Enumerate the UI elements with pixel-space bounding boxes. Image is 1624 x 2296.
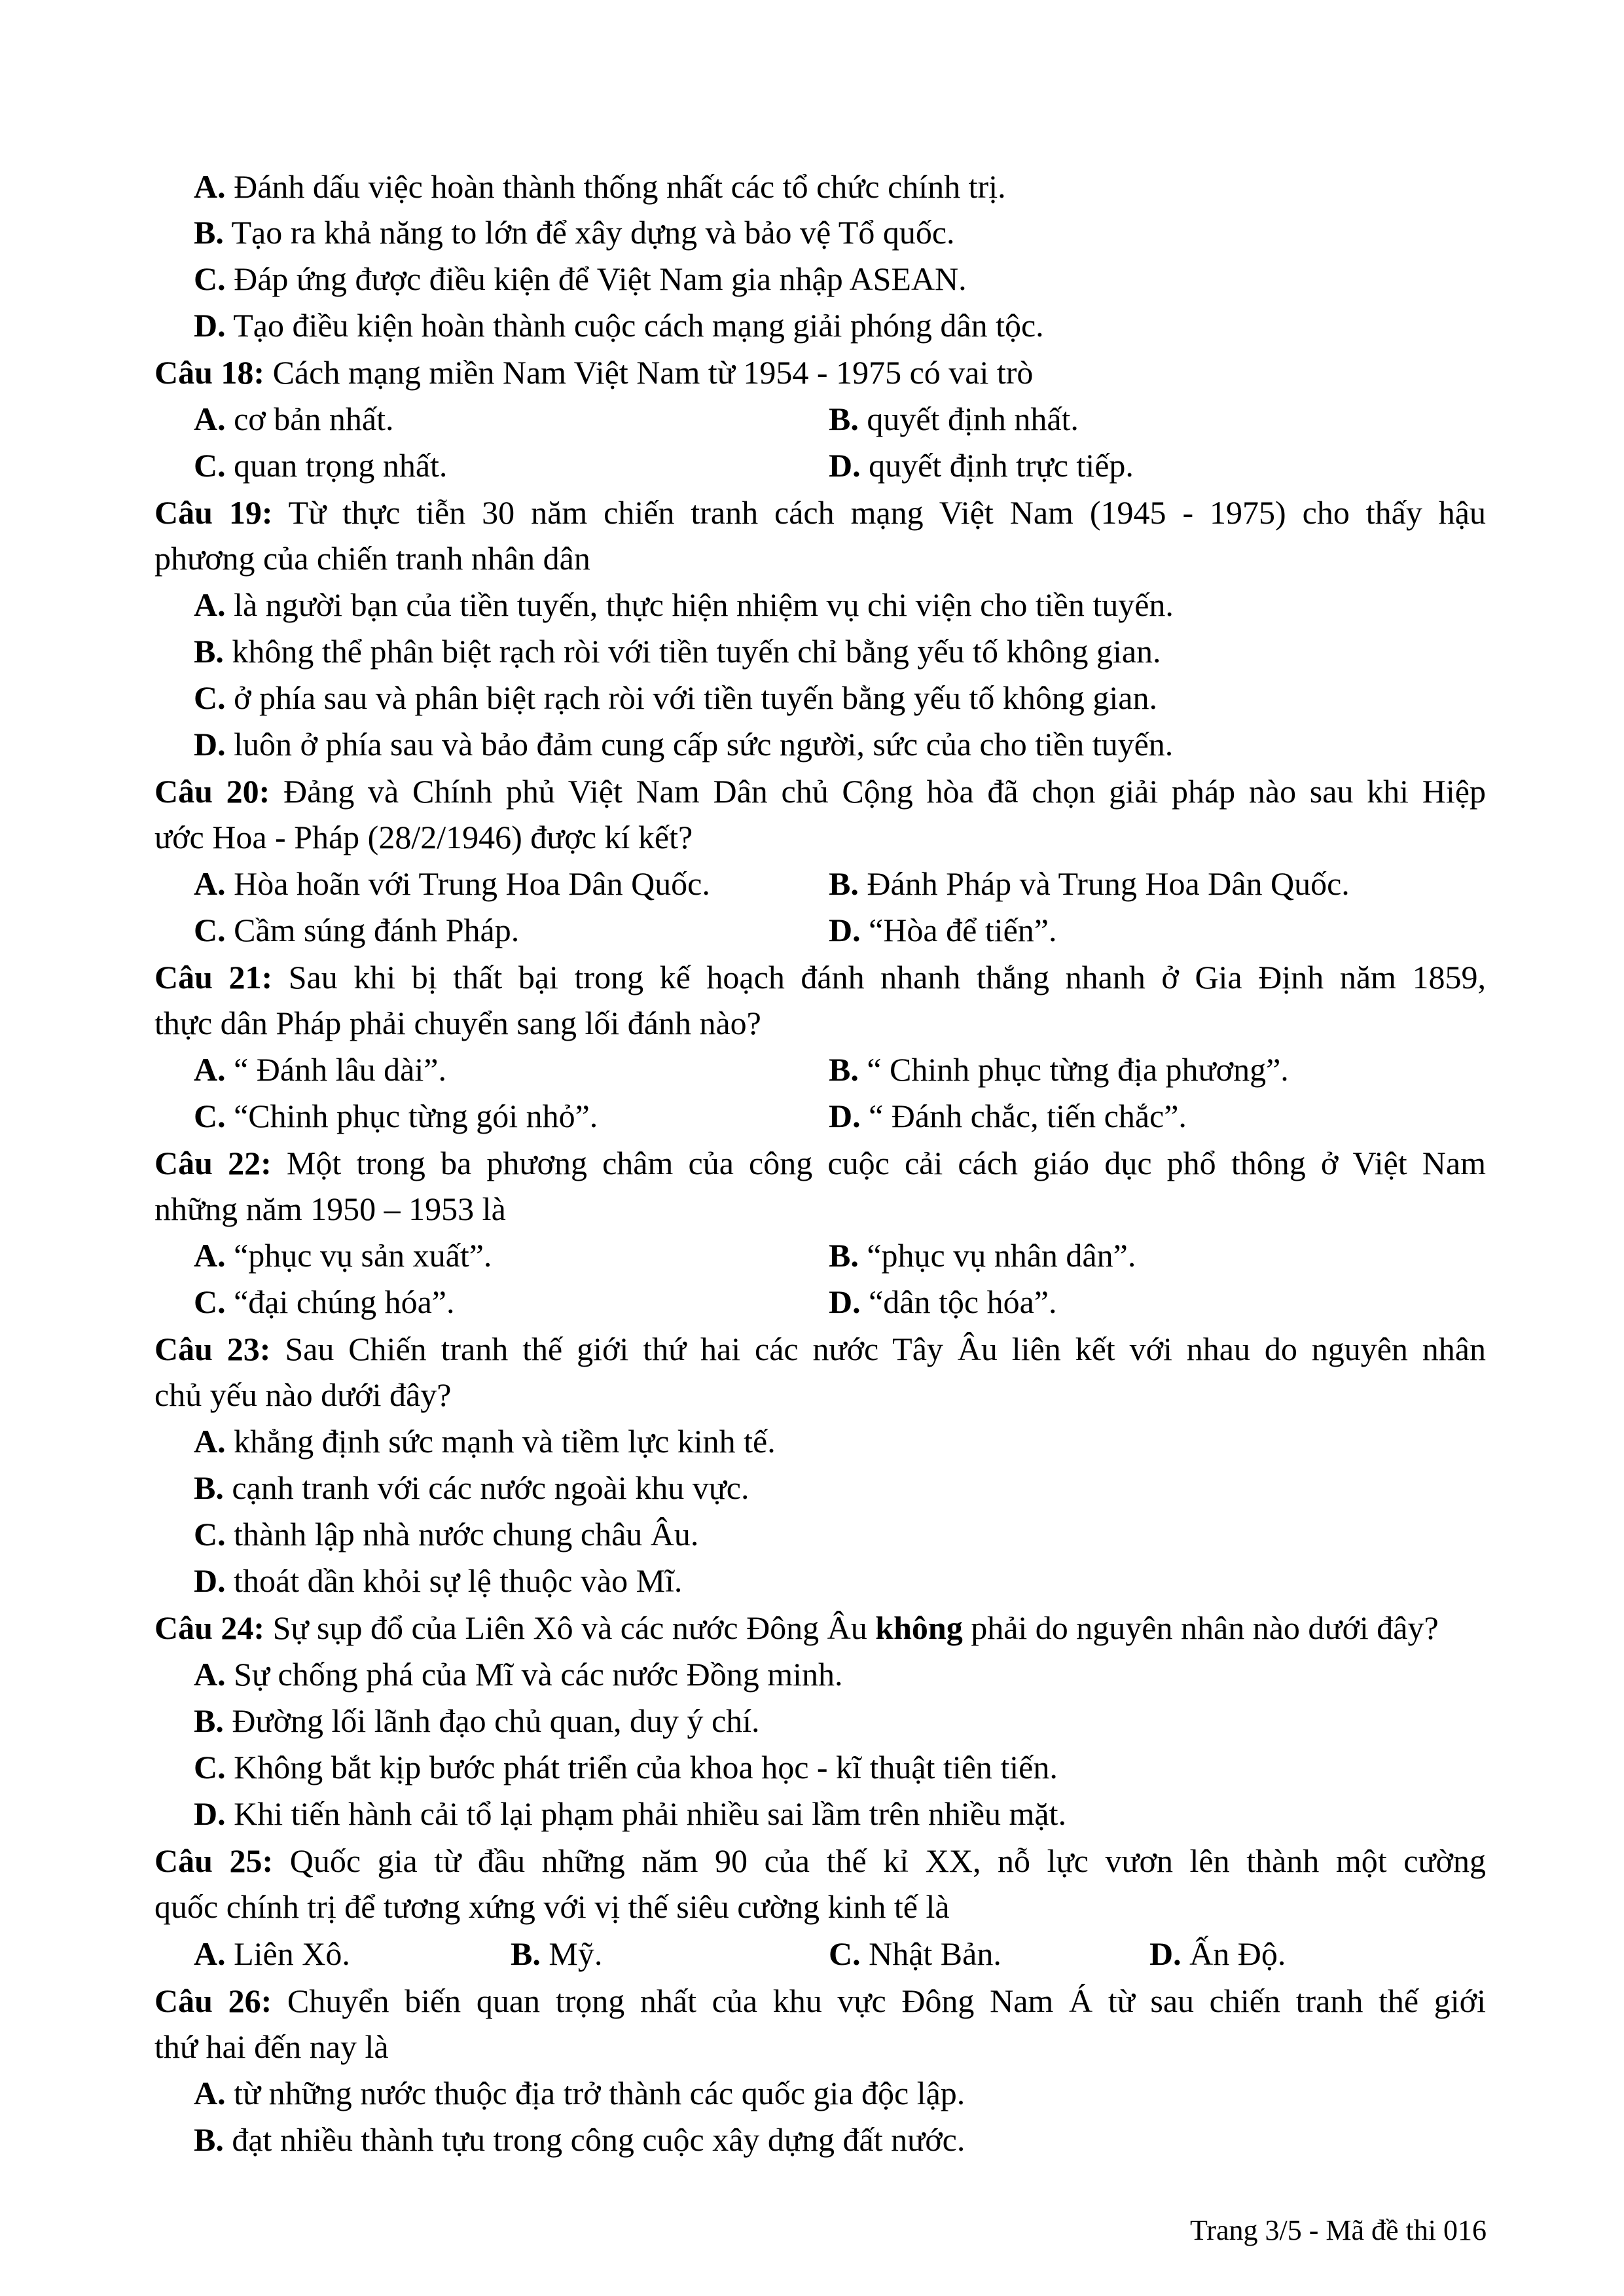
- option-key: D.: [829, 912, 861, 948]
- q18-stem: [154, 350, 1486, 395]
- option-key: B.: [194, 1469, 224, 1506]
- question-text: quốc chính trị để tương xứng với vị thế siêu cường kinh tế là: [154, 1888, 950, 1925]
- q20-option-a: [194, 861, 710, 906]
- q19-option-b: [194, 628, 1161, 674]
- q24-option-b: [194, 1698, 760, 1744]
- question-text: Sự sụp đổ của Liên Xô và các nước Đông Âu: [264, 1609, 876, 1646]
- option-key: B.: [829, 1237, 859, 1274]
- question-text: thứ hai đến nay là: [154, 2028, 389, 2065]
- option-key: B.: [829, 1051, 859, 1088]
- question-label: Câu 20:: [154, 773, 270, 810]
- option-key: A.: [194, 1051, 226, 1088]
- page-footer: Trang 3/5 - Mã đề thi 016: [1189, 2214, 1487, 2246]
- option-text: thành lập nhà nước chung châu Âu.: [225, 1516, 699, 1552]
- q21-option-d: [829, 1093, 1187, 1139]
- q26-option-b: [194, 2117, 965, 2162]
- option-key: B.: [511, 1935, 541, 1972]
- q26-stem-line2: [154, 2024, 1486, 2070]
- option-key: B.: [829, 865, 859, 902]
- option-text: ở phía sau và phân biệt rạch ròi với tiền tuyến bằng yếu tố không gian.: [225, 679, 1157, 716]
- q25-option-b: [511, 1931, 602, 1977]
- option-text: thoát dần khỏi sự lệ thuộc vào Mĩ.: [225, 1562, 683, 1599]
- option-key: D.: [829, 447, 861, 484]
- question-text: những năm 1950 – 1953 là: [154, 1191, 506, 1227]
- q24-option-c: [194, 1744, 1058, 1790]
- option-text: “ Chinh phục từng địa phương”.: [858, 1051, 1289, 1088]
- option-key: C.: [194, 1749, 226, 1785]
- q20-option-b: [829, 861, 1350, 906]
- option-text: “phục vụ nhân dân”.: [858, 1237, 1136, 1274]
- option-text: “Hòa để tiến”.: [860, 912, 1057, 948]
- option-key: D.: [829, 1283, 861, 1320]
- option-text: Không bắt kịp bước phát triển của khoa học - kĩ thuật tiên tiến.: [225, 1749, 1058, 1785]
- option-text: Tạo điều kiện hoàn thành cuộc cách mạng giải phóng dân tộc.: [225, 307, 1044, 344]
- option-key: A.: [194, 1423, 226, 1460]
- option-key: C.: [194, 912, 226, 948]
- q19-stem-line1: [154, 490, 1486, 535]
- q17-option-c: [194, 256, 967, 302]
- q19-option-a: [194, 582, 1174, 628]
- option-key: A.: [194, 1656, 226, 1693]
- option-text: “phục vụ sản xuất”.: [225, 1237, 492, 1274]
- q21-option-c: [194, 1093, 598, 1139]
- option-key: A.: [194, 1935, 226, 1972]
- q20-option-c: [194, 907, 519, 953]
- option-key: D.: [194, 1795, 226, 1832]
- option-text: Hòa hoãn với Trung Hoa Dân Quốc.: [225, 865, 710, 902]
- question-text: ước Hoa - Pháp (28/2/1946) được kí kết?: [154, 819, 693, 855]
- option-key: A.: [194, 865, 226, 902]
- option-key: D.: [829, 1098, 861, 1134]
- option-key: B.: [194, 1702, 224, 1739]
- q21-stem-line1: [154, 954, 1486, 1000]
- option-text: khẳng định sức mạnh và tiềm lực kinh tế.: [225, 1423, 776, 1460]
- option-text: Mỹ.: [540, 1935, 603, 1972]
- option-key: B.: [194, 2121, 224, 2158]
- option-text: Nhật Bản.: [860, 1935, 1001, 1972]
- q23-option-b: [194, 1465, 749, 1511]
- question-text: phải do nguyên nhân nào dưới đây?: [962, 1609, 1439, 1646]
- question-text: Cách mạng miền Nam Việt Nam từ 1954 - 1975 có vai trò: [264, 354, 1034, 391]
- q25-stem-line1: [154, 1838, 1486, 1884]
- question-text: Đảng và Chính phủ Việt Nam Dân chủ Cộng hòa đã chọn giải pháp nào sau khi Hiệp: [270, 773, 1486, 810]
- q22-option-d: [829, 1279, 1056, 1325]
- q19-option-d: [194, 721, 1173, 767]
- option-key: A.: [194, 401, 226, 437]
- q24-stem: [154, 1605, 1486, 1651]
- q17-option-d: [194, 302, 1044, 348]
- option-key: C.: [194, 1098, 226, 1134]
- q17-option-a: [194, 164, 1006, 209]
- q26-stem-line1: [154, 1978, 1486, 2024]
- q22-stem-line2: [154, 1186, 1486, 1232]
- q23-option-c: [194, 1511, 698, 1557]
- option-text: quan trọng nhất.: [225, 447, 448, 484]
- q21-option-a: [194, 1047, 446, 1092]
- option-text: cạnh tranh với các nước ngoài khu vực.: [223, 1469, 749, 1506]
- question-label: Câu 23:: [154, 1331, 271, 1367]
- q17-option-b: [194, 209, 955, 255]
- option-key: C.: [194, 447, 226, 484]
- question-label: Câu 18:: [154, 354, 265, 391]
- option-text: Đường lối lãnh đạo chủ quan, duy ý chí.: [223, 1702, 760, 1739]
- option-key: D.: [194, 307, 226, 344]
- option-text: “đại chúng hóa”.: [225, 1283, 455, 1320]
- option-key: C.: [194, 679, 226, 716]
- option-text: từ những nước thuộc địa trở thành các quốc gia độc lập.: [225, 2075, 965, 2111]
- option-key: A.: [194, 586, 226, 623]
- option-text: Đáp ứng được điều kiện để Việt Nam gia nhập ASEAN.: [225, 260, 967, 297]
- question-text: Sau Chiến tranh thế giới thứ hai các nước Tây Âu liên kết với nhau do nguyên nhân: [270, 1331, 1486, 1367]
- q25-option-a: [194, 1931, 350, 1977]
- option-text: “Chinh phục từng gói nhỏ”.: [225, 1098, 598, 1134]
- q20-stem-line2: [154, 814, 1486, 860]
- q22-option-b: [829, 1232, 1136, 1278]
- question-text: Từ thực tiễn 30 năm chiến tranh cách mạng Việt Nam (1945 - 1975) cho thấy hậu: [272, 494, 1486, 531]
- option-key: A.: [194, 1237, 226, 1274]
- option-key: B.: [194, 214, 224, 251]
- q22-stem-line1: [154, 1140, 1486, 1186]
- q21-stem-line2: [154, 1000, 1486, 1046]
- question-label: Câu 22:: [154, 1145, 272, 1181]
- option-text: Cầm súng đánh Pháp.: [225, 912, 520, 948]
- option-key: C.: [194, 1283, 226, 1320]
- q19-option-c: [194, 675, 1157, 721]
- option-text: cơ bản nhất.: [225, 401, 394, 437]
- option-text: Liên Xô.: [225, 1935, 350, 1972]
- question-text: Chuyển biến quan trọng nhất của khu vực Đông Nam Á từ sau chiến tranh thế giới: [272, 1982, 1486, 2019]
- question-text: Sau khi bị thất bại trong kế hoạch đánh nhanh thắng nhanh ở Gia Định năm 1859,: [272, 959, 1486, 996]
- option-text: “ Đánh chắc, tiến chắc”.: [860, 1098, 1187, 1134]
- option-key: D.: [194, 726, 226, 762]
- option-key: D.: [194, 1562, 226, 1599]
- option-text: Tạo ra khả năng to lớn để xây dựng và bảo vệ Tổ quốc.: [223, 214, 955, 251]
- option-text: không thể phân biệt rạch ròi với tiền tuyến chỉ bằng yếu tố không gian.: [223, 633, 1161, 670]
- option-key: A.: [194, 2075, 226, 2111]
- option-text: quyết định trực tiếp.: [860, 447, 1134, 484]
- option-text: “ Đánh lâu dài”.: [225, 1051, 446, 1088]
- q23-stem-line2: [154, 1372, 1486, 1418]
- question-text: chủ yếu nào dưới đây?: [154, 1376, 452, 1413]
- option-text: quyết định nhất.: [858, 401, 1079, 437]
- question-label: Câu 21:: [154, 959, 273, 996]
- q18-option-b: [829, 396, 1079, 442]
- q23-option-a: [194, 1418, 776, 1464]
- q18-option-d: [829, 442, 1134, 488]
- question-text: thực dân Pháp phải chuyển sang lối đánh nào?: [154, 1005, 761, 1041]
- q22-option-a: [194, 1232, 492, 1278]
- q18-option-c: [194, 442, 447, 488]
- question-text: phương của chiến tranh nhân dân: [154, 540, 590, 577]
- q22-option-c: [194, 1279, 454, 1325]
- question-text: Quốc gia từ đầu những năm 90 của thế kỉ XX, nỗ lực vươn lên thành một cường: [273, 1842, 1486, 1879]
- q24-option-a: [194, 1651, 843, 1697]
- option-text: Khi tiến hành cải tổ lại phạm phải nhiều sai lầm trên nhiều mặt.: [225, 1795, 1066, 1832]
- option-key: C.: [194, 260, 226, 297]
- q26-option-a: [194, 2070, 965, 2116]
- question-label: Câu 26:: [154, 1982, 272, 2019]
- q24-option-d: [194, 1791, 1066, 1837]
- question-emphasis: không: [875, 1609, 963, 1646]
- option-text: là người bạn của tiền tuyến, thực hiện nhiệm vụ chi viện cho tiền tuyến.: [225, 586, 1174, 623]
- option-key: C.: [194, 1516, 226, 1552]
- option-text: “dân tộc hóa”.: [860, 1283, 1057, 1320]
- question-label: Câu 24:: [154, 1609, 265, 1646]
- option-key: D.: [1149, 1935, 1182, 1972]
- q20-stem-line1: [154, 768, 1486, 814]
- q21-option-b: [829, 1047, 1289, 1092]
- q25-option-d: [1149, 1931, 1286, 1977]
- option-key: B.: [829, 401, 859, 437]
- option-text: Đánh dấu việc hoàn thành thống nhất các tổ chức chính trị.: [225, 168, 1006, 205]
- question-label: Câu 25:: [154, 1842, 274, 1879]
- q20-option-d: [829, 907, 1056, 953]
- q18-option-a: [194, 396, 394, 442]
- option-key: A.: [194, 168, 226, 205]
- option-text: Ấn Độ.: [1181, 1935, 1286, 1972]
- option-key: C.: [829, 1935, 861, 1972]
- q25-option-c: [829, 1931, 1001, 1977]
- option-text: đạt nhiều thành tựu trong công cuộc xây dựng đất nước.: [223, 2121, 965, 2158]
- option-text: luôn ở phía sau và bảo đảm cung cấp sức người, sức của cho tiền tuyến.: [225, 726, 1174, 762]
- option-text: Sự chống phá của Mĩ và các nước Đồng minh.: [225, 1656, 843, 1693]
- q25-stem-line2: [154, 1884, 1486, 1929]
- q19-stem-line2: [154, 535, 1486, 581]
- option-key: B.: [194, 633, 224, 670]
- option-text: Đánh Pháp và Trung Hoa Dân Quốc.: [858, 865, 1350, 902]
- q23-option-d: [194, 1558, 682, 1604]
- q23-stem-line1: [154, 1326, 1486, 1372]
- question-text: Một trong ba phương châm của công cuộc cải cách giáo dục phổ thông ở Việt Nam: [271, 1145, 1486, 1181]
- question-label: Câu 19:: [154, 494, 273, 531]
